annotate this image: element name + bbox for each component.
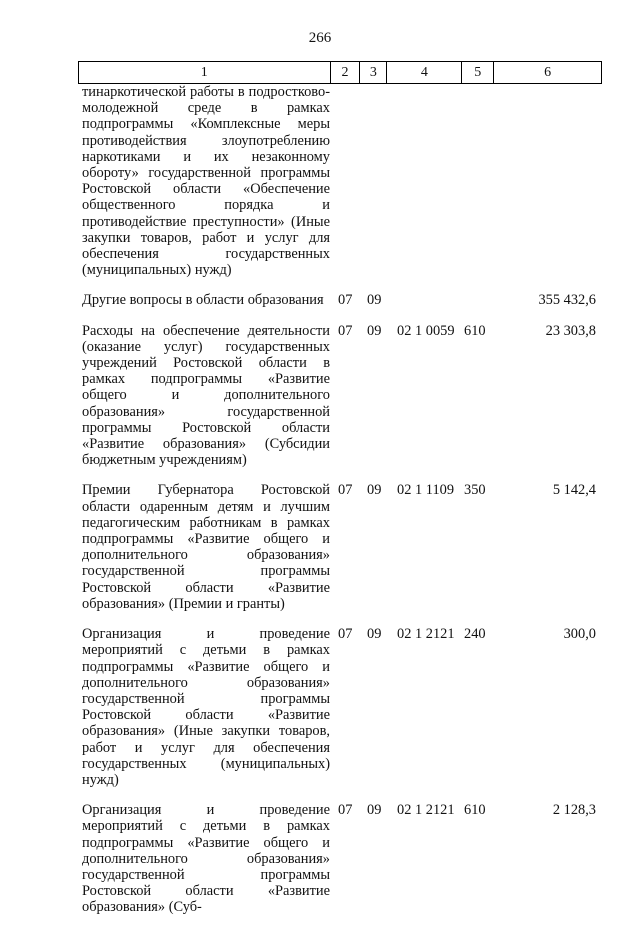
row-subsection: 09 xyxy=(367,292,382,309)
row-name: Расходы на обеспечение деятельности (оказание услуг) государственных учреждений Ростовской области в рамках подпрограммы «Развитие общего и дополнительного образования» государственной программы Ростовской области «Развитие образования» (Субсидии бюджетным учреждениям) xyxy=(82,322,330,469)
row-name: тинаркотической работы в подростково-молодежной среде в рамках подпрограммы «Комплексные меры противодействия злоупотреблению наркотиками и их незаконному обороту» государственной программы Ростовской области «Обеспечение общественного порядка и противодействие преступности» (Иные закупки товаров, работ и услуг для обеспечения государственных (муниципальных) нужд) xyxy=(82,84,330,279)
row-section xyxy=(330,84,360,278)
row-subsection xyxy=(360,84,387,278)
row-expense-type: 610 xyxy=(464,322,486,339)
header-col-2: 2 xyxy=(331,62,361,83)
row-section: 07 xyxy=(338,322,353,339)
row-expense-type: 610 xyxy=(464,802,486,819)
table-row xyxy=(78,802,602,915)
row-name: Другие вопросы в области образования xyxy=(82,292,324,309)
header-col-1: 1 xyxy=(79,62,331,83)
row-section: 07 xyxy=(338,802,353,819)
row-amount: 300,0 xyxy=(563,626,596,643)
table-row xyxy=(78,323,602,469)
row-target-article: 02 1 0059 xyxy=(397,322,455,339)
header-col-3: 3 xyxy=(360,62,387,83)
row-amount: 2 128,3 xyxy=(552,802,596,819)
row-target-article: 02 1 2121 xyxy=(397,802,455,819)
table-row xyxy=(78,482,602,612)
row-name: Премии Губернатора Ростовской области одаренным детям и лучшим педагогическим работникам в рамках подпрограммы «Развитие общего и дополнительного образования» государственной программы Ростовской области «Развитие образования» (Премии и гранты) xyxy=(82,482,330,612)
row-section: 07 xyxy=(338,292,353,309)
budget-table xyxy=(78,61,602,930)
row-section: 07 xyxy=(338,482,353,499)
row-target-article: 02 1 2121 xyxy=(397,626,455,643)
row-target-article xyxy=(387,84,462,278)
row-name: Организация и проведение мероприятий с детьми в рамках подпрограммы «Развитие общего и дополнительного образования» государственной программы Ростовской области «Развитие образования» (Суб- xyxy=(82,802,330,916)
table-header xyxy=(78,61,602,84)
table-row xyxy=(78,626,602,788)
page-number: 266 xyxy=(308,30,332,46)
row-subsection: 09 xyxy=(367,482,382,499)
header-col-4: 4 xyxy=(387,62,462,83)
row-name: Организация и проведение мероприятий с детьми в рамках подпрограммы «Развитие общего и дополнительного образования» государственной программы Ростовской области «Развитие образования» (Иные закупки товаров, работ и услуг для обеспечения государственных (муниципальных) нужд) xyxy=(82,626,330,788)
table-row xyxy=(78,292,602,308)
header-col-6: 6 xyxy=(494,62,602,83)
row-amount: 5 142,4 xyxy=(552,482,596,499)
row-expense-type xyxy=(462,292,494,308)
row-expense-type: 350 xyxy=(464,482,486,499)
row-target-article xyxy=(387,292,462,308)
row-amount xyxy=(494,84,602,278)
row-amount: 23 303,8 xyxy=(545,322,596,339)
row-expense-type: 240 xyxy=(464,626,486,643)
row-subsection: 09 xyxy=(367,802,382,819)
header-col-5: 5 xyxy=(462,62,494,83)
row-target-article: 02 1 1109 xyxy=(397,482,455,499)
row-amount: 355 432,6 xyxy=(538,292,596,309)
row-subsection: 09 xyxy=(367,322,382,339)
row-subsection: 09 xyxy=(367,626,382,643)
row-expense-type xyxy=(462,84,494,278)
row-section: 07 xyxy=(338,626,353,643)
table-row xyxy=(78,84,602,278)
